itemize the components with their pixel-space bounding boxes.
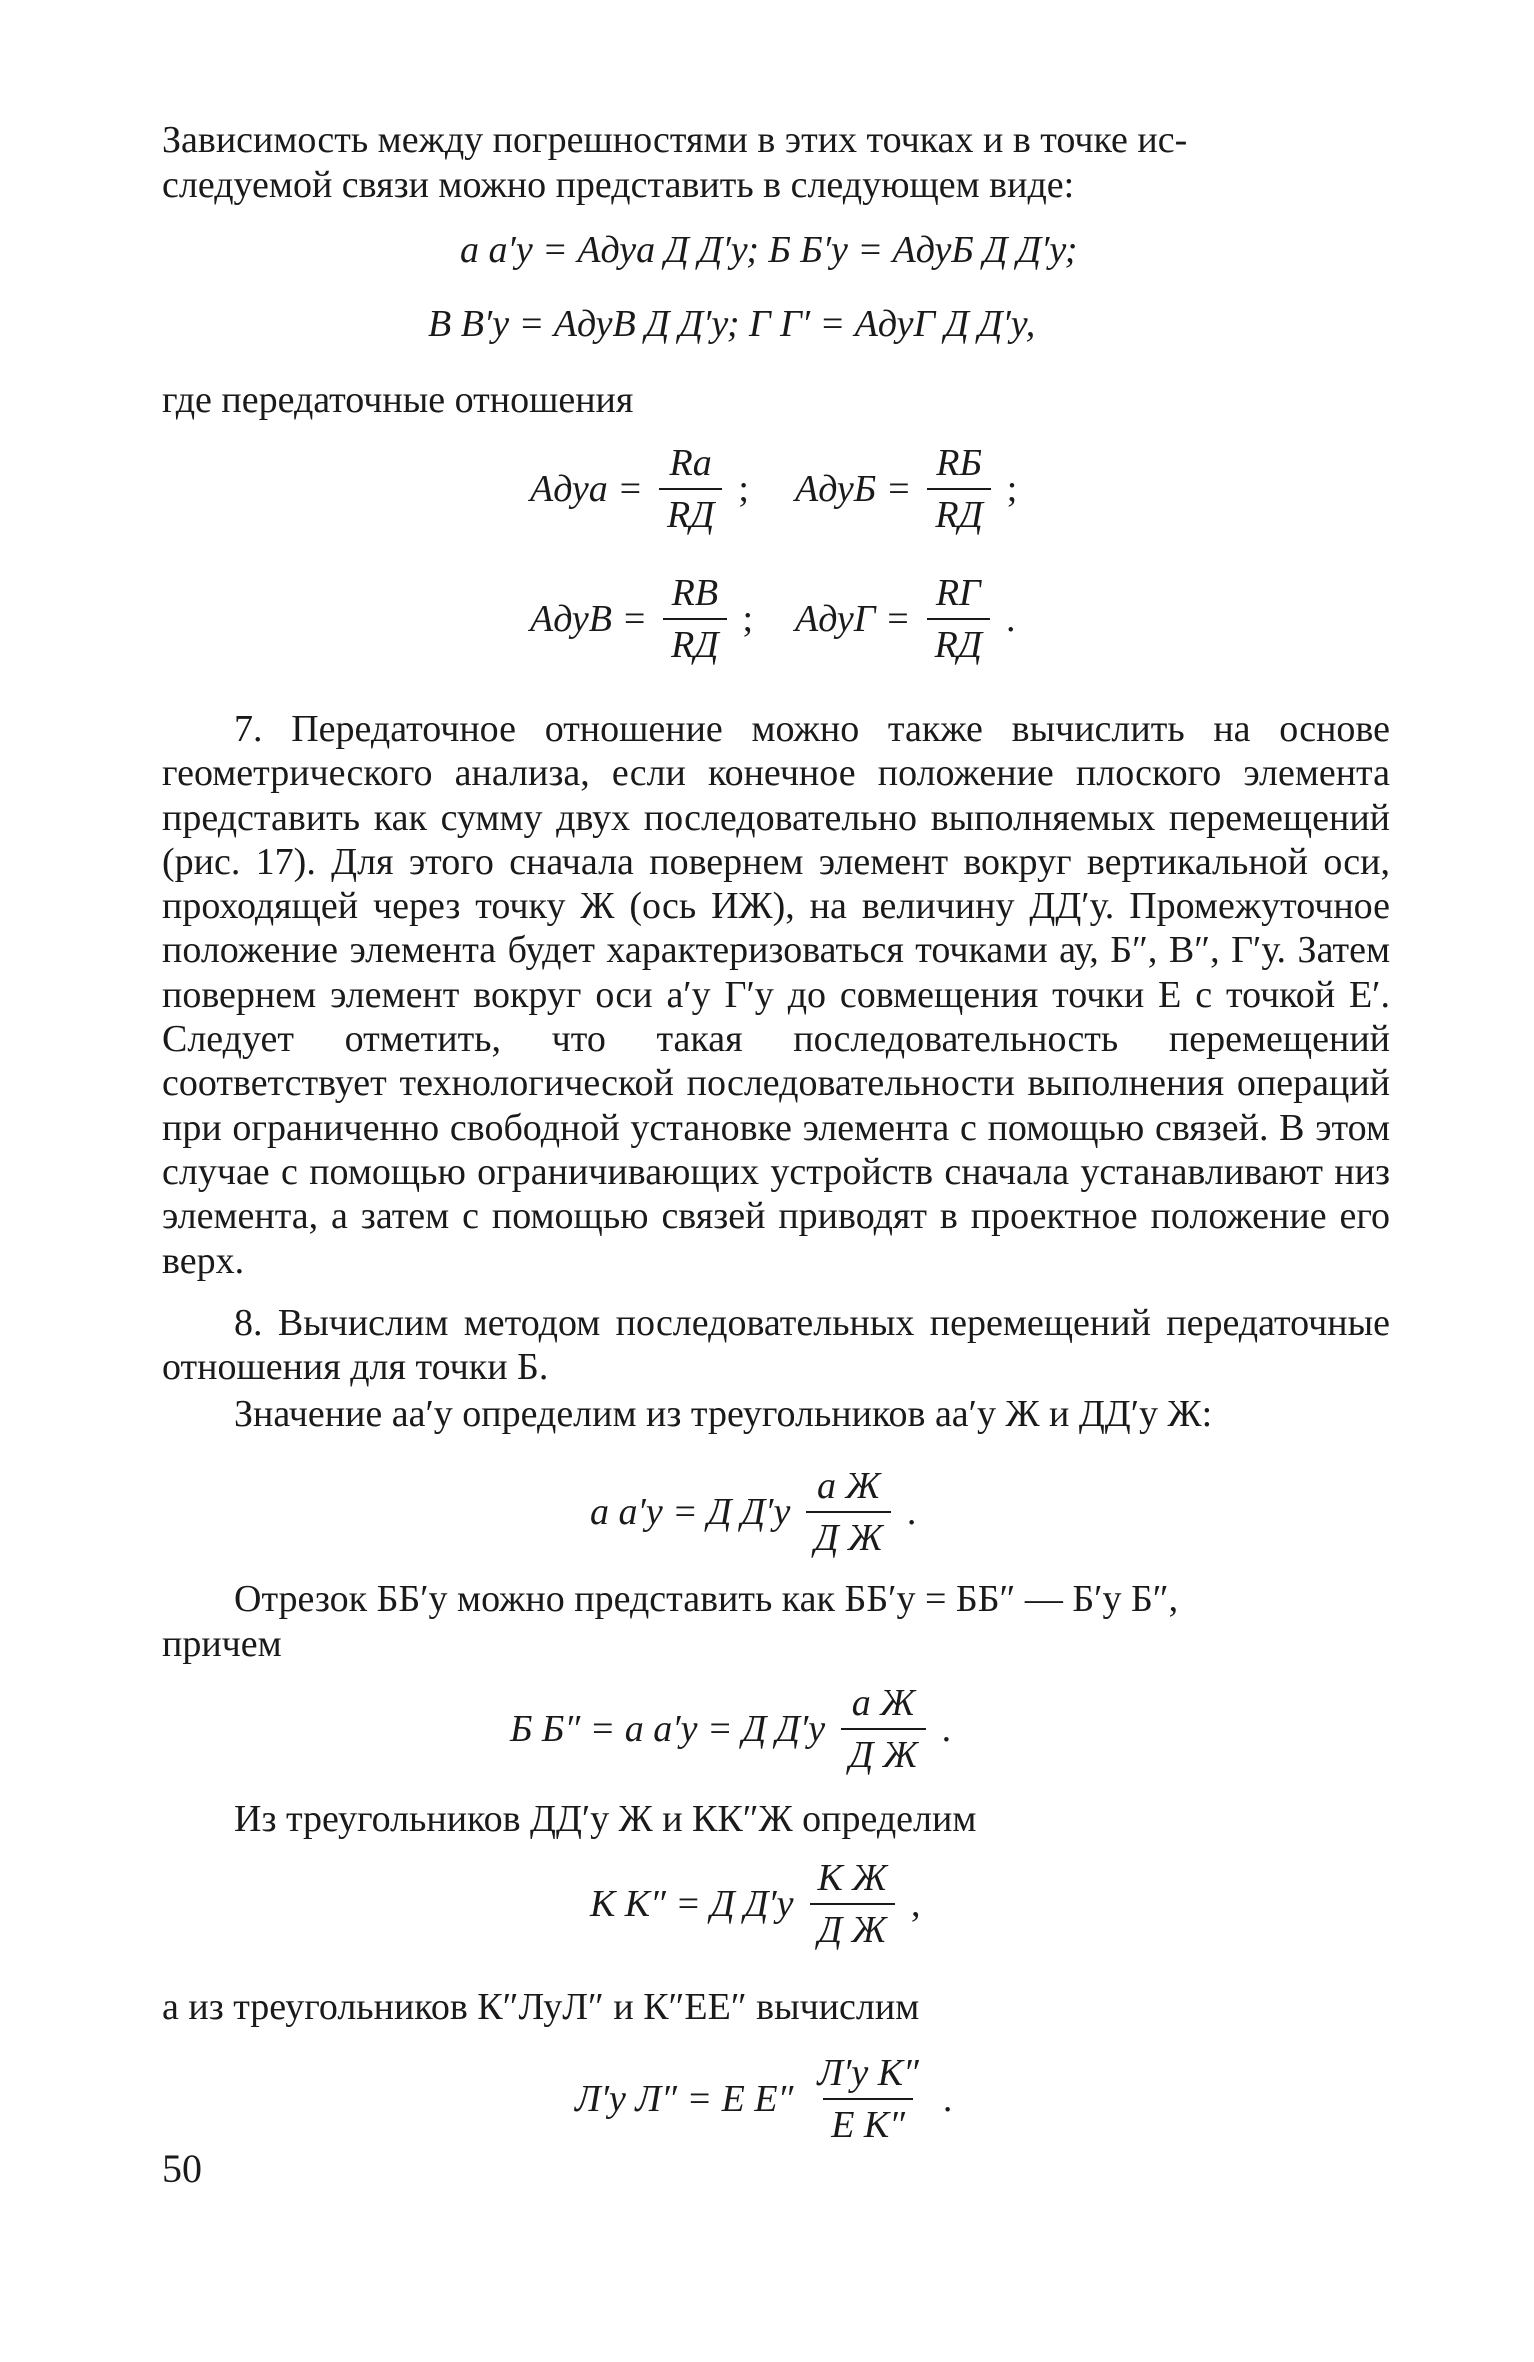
equation-bb-denominator: Д Ж [841, 1728, 926, 1776]
equation-kk [590, 1857, 921, 1951]
ratio-b-denominator: RД [927, 488, 990, 536]
equation-row-1: а а′у = Aдуа Д Д′у; Б Б′у = AдуБ Д Д′у; [460, 229, 1078, 271]
equation-ll-numerator: Л′у К″ [817, 2052, 919, 2094]
equation-kk-numerator: К Ж [817, 1857, 888, 1899]
ratio-v-tail: ; [742, 598, 754, 640]
equation-bb-numerator: а Ж [851, 1682, 916, 1724]
equation-aa [590, 1465, 916, 1559]
equation-ll-fraction [809, 2052, 926, 2146]
equation-bb-fraction [841, 1682, 926, 1776]
ratio-v [530, 572, 753, 666]
ratio-v-lhs: AдуВ = [530, 598, 648, 640]
ratio-b-fraction [927, 442, 990, 536]
equation-kk-denominator: Д Ж [810, 1903, 895, 1951]
equation-bb-tail: . [941, 1708, 952, 1750]
otrezok-text: Отрезок ББ′у можно представить как ББ′у = ББ″ — Б′у Б″, [234, 1578, 1179, 1620]
ratio-a-denominator: RД [659, 488, 722, 536]
ratio-g-denominator: RД [927, 618, 990, 666]
paragraph-item-7: 7. Передаточное отношение можно также вычислить на основе геометрического анализа, если конечное положение плоского элемента представить как сумму двух последовательно выполняемых перемещений (рис. 17). Для этого сначала повернем элемент вокруг вертикальной оси, проходящей через точку Ж (ось ИЖ), на величину ДД′у. Промежуточное положение элемента будет характеризоваться точками ау, Б″, В″, Г′у. Затем повернем элемент вокруг оси а′у Г′у до совмещения точки Е с точкой Е′. Следует отметить, что такая последовательность перемещений соответствует технологической последовательности выполнения операций при ограниченно свободной установке элемента с помощью связей. В этом случае с помощью ограничивающих устройств сначала устанавливают низ элемента, а затем с помощью связей приводят в проектное положение его верх. [162, 708, 1390, 1282]
equation-kk-fraction [809, 1857, 895, 1951]
prichem-text: причем [162, 1623, 282, 1665]
equation-ll [575, 2052, 952, 2146]
equation-ll-lhs: Л′у Л″ = Е Е″ [575, 2078, 794, 2120]
equation-aa-tail: . [906, 1491, 917, 1533]
equation-kk-lhs: К К″ = Д Д′у [590, 1883, 794, 1925]
ratio-a-numerator: Ra [669, 442, 712, 484]
equation-bb [510, 1682, 951, 1776]
equation-row-2: В В′у = AдуВ Д Д′у; Г Г′ = AдуГ Д Д′у, [428, 303, 1036, 345]
paragraph-item-8: 8. Вычислим методом последовательных перемещений передаточные отношения для точки Б. [162, 1302, 1390, 1389]
ratio-g-numerator: RГ [935, 572, 981, 614]
equation-aa-fraction [806, 1465, 891, 1559]
equation-kk-tail: , [911, 1883, 921, 1925]
equation-ll-denominator: Е К″ [823, 2098, 913, 2146]
ratio-a-tail: ; [738, 468, 749, 510]
gde-text: где передаточные отношения [162, 379, 634, 421]
ratio-a-fraction [659, 442, 722, 536]
equation-bb-lhs: Б Б″ = а а′у = Д Д′у [510, 1708, 826, 1750]
page-number: 50 [162, 2146, 202, 2191]
ratio-g-lhs: AдуГ = [795, 598, 911, 640]
equation-aa-numerator: а Ж [816, 1465, 881, 1507]
ratio-a [530, 442, 749, 536]
ratio-v-denominator: RД [663, 618, 726, 666]
intro-line-1: Зависимость между погрешностями в этих точках и в точке ис- [162, 119, 1188, 161]
ratio-b-tail: ; [1006, 468, 1018, 510]
ratio-a-lhs: Aдуа = [530, 468, 643, 510]
ratio-v-numerator: RВ [671, 572, 719, 614]
ratio-v-fraction [663, 572, 726, 666]
ratio-g [795, 572, 1015, 666]
ratio-b [795, 442, 1017, 536]
ratio-g-tail: . [1005, 598, 1016, 640]
znachenie-text: Значение аа′у определим из треугольников аа′у Ж и ДД′у Ж: [234, 1393, 1213, 1435]
ratio-b-lhs: AдуБ = [795, 468, 912, 510]
intro-line-2: следуемой связи можно представить в следующем виде: [162, 164, 1075, 206]
equation-aa-denominator: Д Ж [806, 1511, 891, 1559]
iz-text: Из треугольников ДД′у Ж и КК″Ж определим [234, 1798, 977, 1840]
ratio-g-fraction [927, 572, 990, 666]
ratio-b-numerator: RБ [936, 442, 982, 484]
a-iz-text: а из треугольников К″ЛуЛ″ и К″ЕЕ″ вычислим [162, 1986, 920, 2028]
equation-ll-tail: . [942, 2078, 953, 2120]
equation-aa-lhs: а а′у = Д Д′у [590, 1491, 791, 1533]
